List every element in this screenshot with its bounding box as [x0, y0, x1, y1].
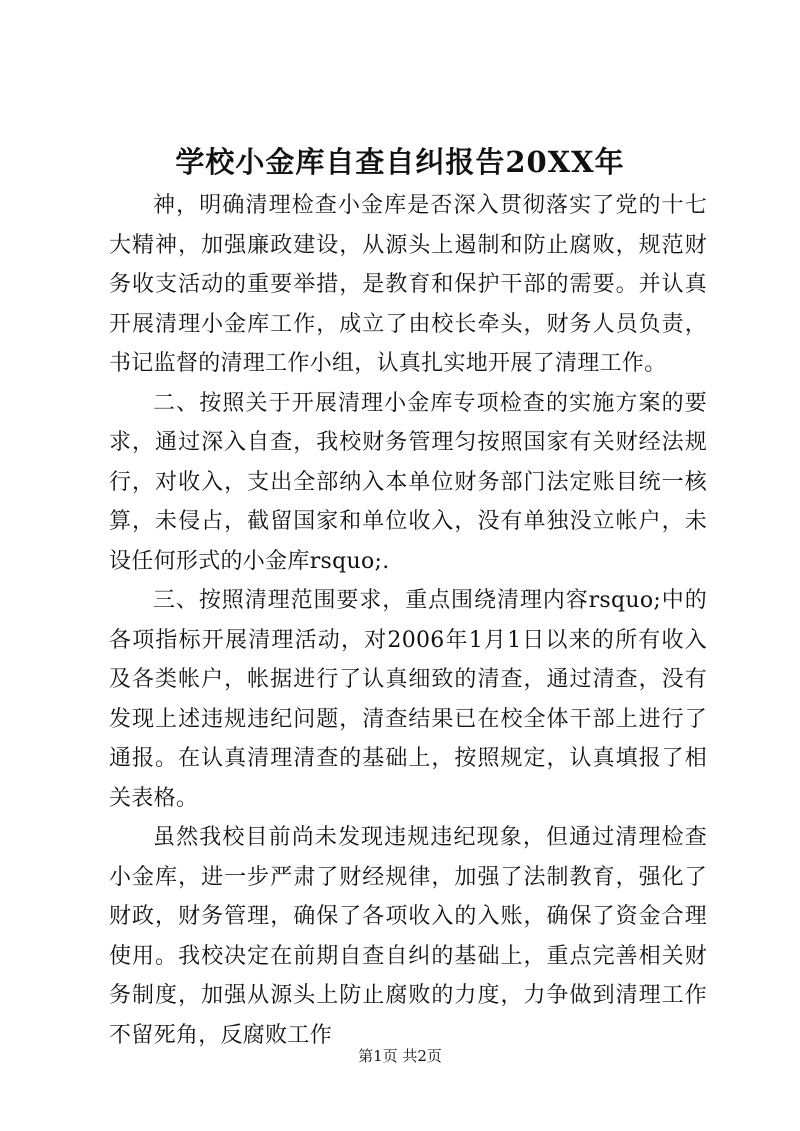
- document-body: [109, 186, 707, 1055]
- paragraph-2: 二、按照关于开展清理小金库专项检查的实施方案的要求，通过深入自查，我校财务管理匀按照国家有关财经法规行，对收入，支出全部纳入本单位财务部门法定账目统一核算，未侵占，截留国家和单位收入，没有单独没立帐户，未设任何形式的小金库rsquo;.: [109, 390, 707, 574]
- paragraph-4: 虽然我校目前尚未发现违规违纪现象，但通过清理检查小金库，进一步严肃了财经规律，加强了法制教育，强化了财政，财务管理，确保了各项收入的入账，确保了资金合理使用。我校决定在前期自查自纠的基础上，重点完善相关财务制度，加强从源头上防止腐败的力度，力争做到清理工作不留死角，反腐败工作: [109, 825, 707, 1048]
- document-title: 学校小金库自查自纠报告20XX年: [175, 145, 625, 179]
- paragraph-1: 神，明确清理检查小金库是否深入贯彻落实了党的十七大精神，加强廉政建设，从源头上遏制和防止腐败，规范财务收支活动的重要举措，是教育和保护干部的需要。并认真开展清理小金库工作，成立了由校长牵头，财务人员负责，书记监督的清理工作小组，认真扎实地开展了清理工作。: [109, 193, 707, 376]
- page-footer: 第1页 共2页: [358, 1047, 442, 1065]
- paragraph-3: 三、按照清理范围要求，重点围绕清理内容rsquo;中的各项指标开展清理活动，对2006年1月1日以来的所有收入及各类帐户，帐据进行了认真细致的清查，通过清查，没有发现上述违规违纪问题，清查结果已在校全体干部上进行了通报。在认真清理清查的基础上，按照规定，认真填报了相关表格。: [109, 588, 707, 811]
